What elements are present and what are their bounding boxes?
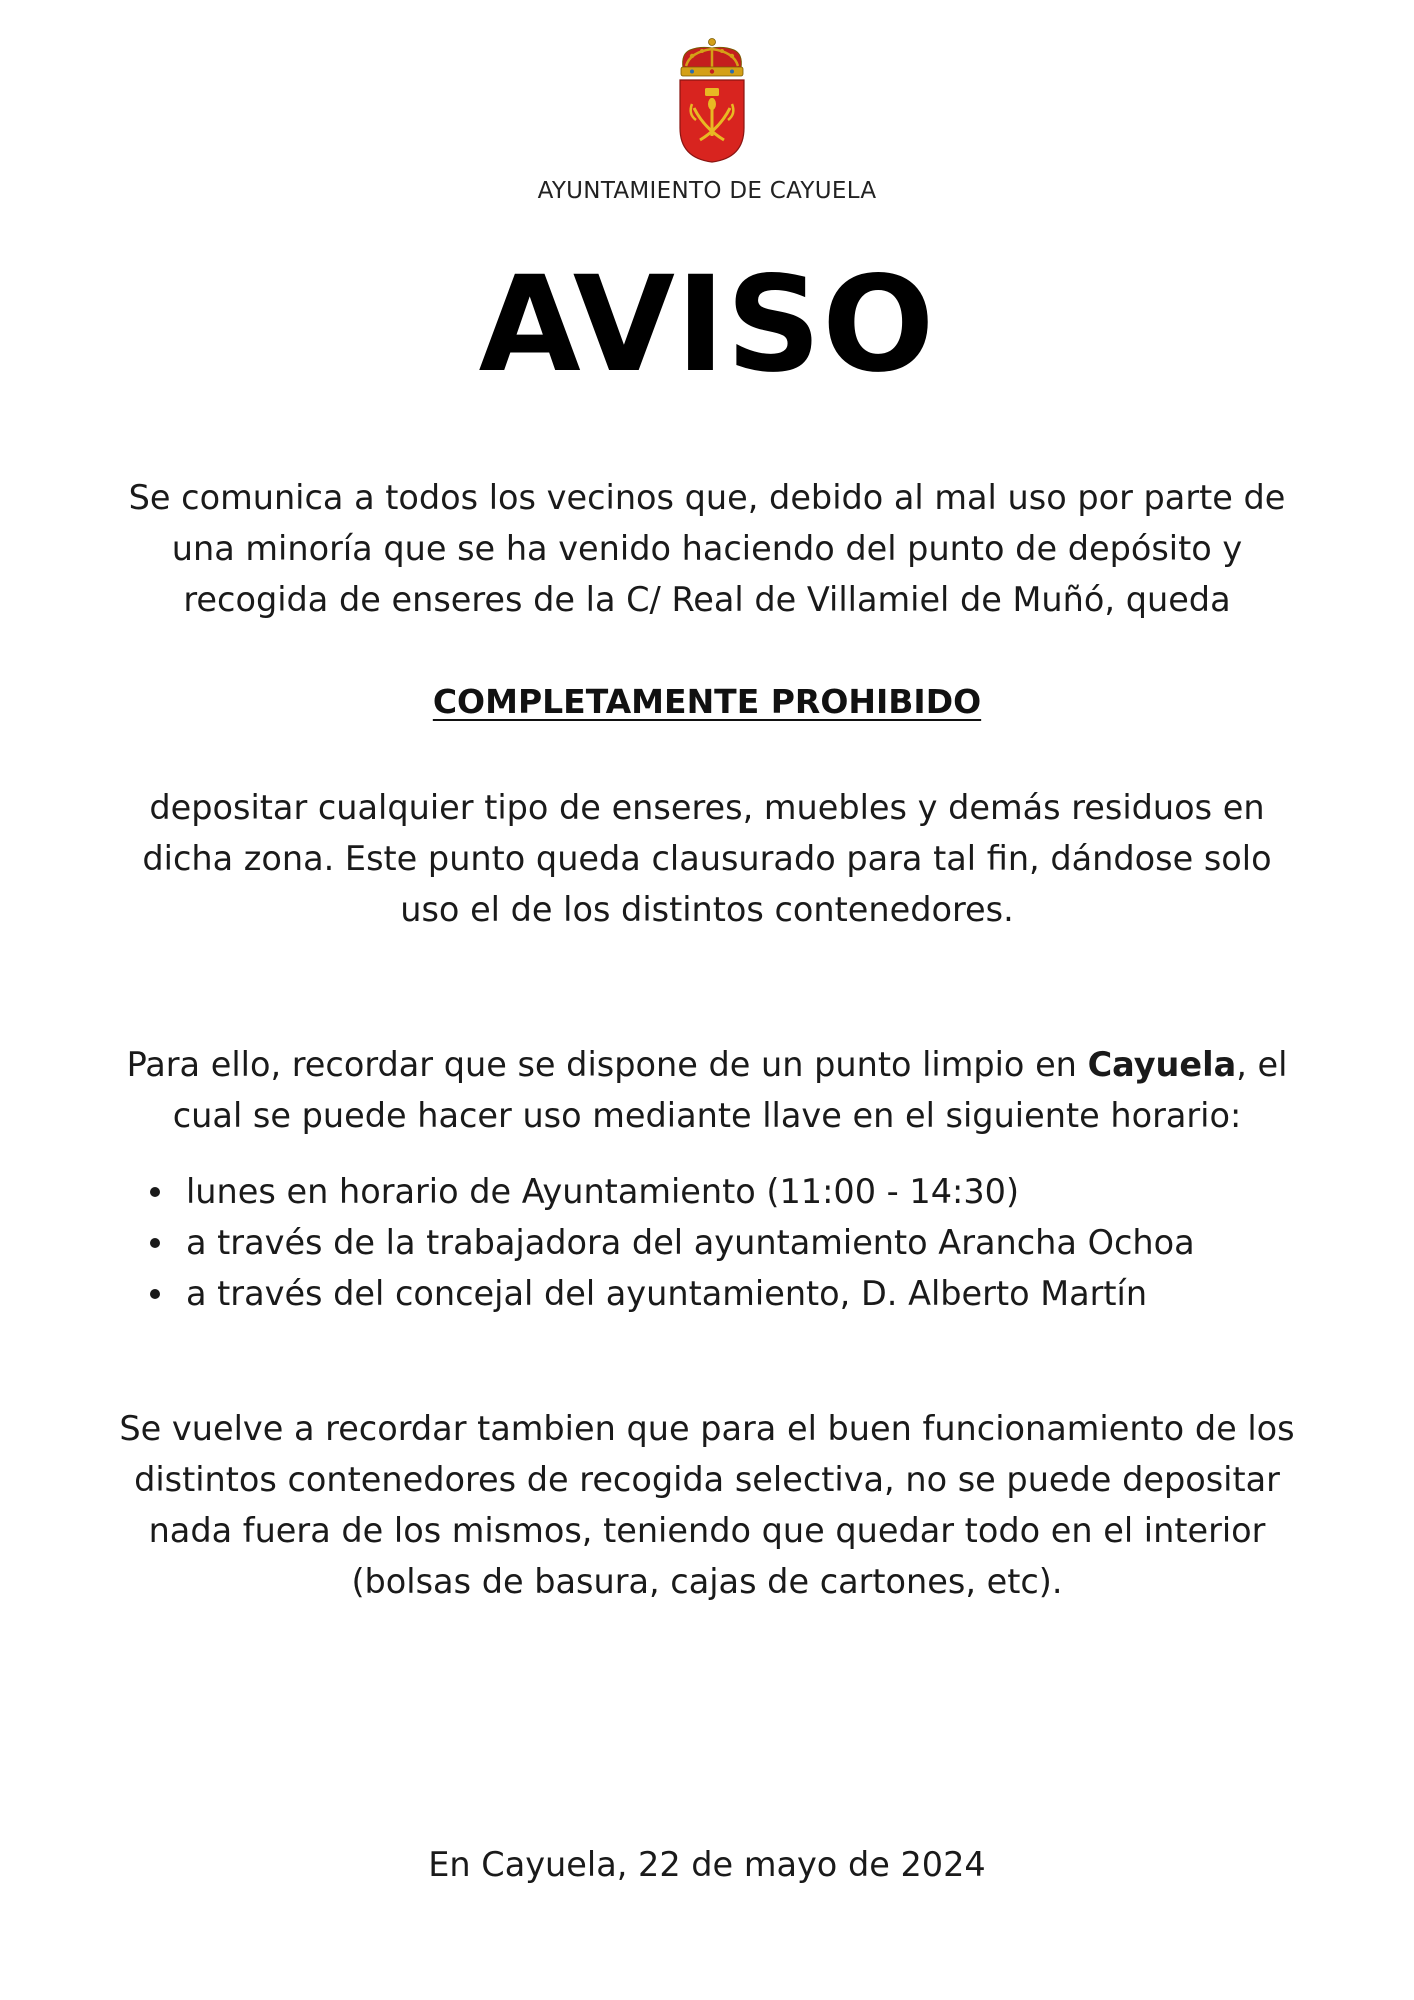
list-item <box>148 1268 1195 1319</box>
shield-icon <box>680 80 744 162</box>
intro-line: Se comunica a todos los vecinos que, debido al mal uso por parte de <box>128 478 1286 517</box>
clean-point-text: Para ello, recordar que se dispone de un punto limpio en <box>126 1045 1088 1084</box>
clean-point-paragraph <box>0 1039 1414 1141</box>
town-name: Cayuela <box>1087 1045 1237 1084</box>
list-item <box>148 1217 1195 1268</box>
list-item-text: lunes en horario de Ayuntamiento (11:00 - 14:30) <box>186 1172 1020 1211</box>
intro-line: una minoría que se ha venido haciendo del punto de depósito y <box>171 529 1243 568</box>
clean-point-line <box>0 1039 1414 1090</box>
containers-paragraph <box>0 1403 1414 1607</box>
prohibition-line: depositar cualquier tipo de enseres, muebles y demás residuos en <box>149 788 1265 827</box>
list-item-text: a través de la trabajadora del ayuntamiento Arancha Ochoa <box>186 1223 1195 1262</box>
intro-line: recogida de enseres de la C/ Real de Villamiel de Muñó, queda <box>183 580 1231 619</box>
coat-of-arms-icon <box>678 36 746 164</box>
containers-line: (bolsas de basura, cajas de cartones, etc). <box>351 1562 1063 1601</box>
bullet-icon <box>150 1289 160 1299</box>
containers-line: Se vuelve a recordar tambien que para el buen funcionamiento de los <box>119 1409 1295 1448</box>
containers-line: nada fuera de los mismos, teniendo que quedar todo en el interior <box>148 1511 1266 1550</box>
bullet-icon <box>150 1238 160 1248</box>
intro-paragraph <box>0 472 1414 625</box>
bullet-icon <box>150 1187 160 1197</box>
prohibition-paragraph <box>0 782 1414 935</box>
crown-icon <box>681 39 743 77</box>
prohibition-line: dicha zona. Este punto queda clausurado para tal fin, dándose solo <box>142 839 1272 878</box>
prohibition-heading <box>0 680 1414 724</box>
list-item <box>148 1166 1195 1217</box>
containers-line: distintos contenedores de recogida selectiva, no se puede depositar <box>134 1460 1280 1499</box>
list-item-text: a través del concejal del ayuntamiento, D. Alberto Martín <box>186 1274 1148 1313</box>
place-date: En Cayuela, 22 de mayo de 2024 <box>428 1845 986 1884</box>
clean-point-text: , el <box>1236 1045 1288 1084</box>
prohibition-line: uso el de los distintos contenedores. <box>400 890 1014 929</box>
organization-name: AYUNTAMIENTO DE CAYUELA <box>537 178 877 204</box>
page-title: AVISO <box>478 248 936 402</box>
schedule-list <box>148 1166 1195 1319</box>
clean-point-line: cual se puede hacer uso mediante llave en el siguiente horario: <box>172 1096 1242 1135</box>
prohibition-text: COMPLETAMENTE PROHIBIDO <box>432 682 982 721</box>
